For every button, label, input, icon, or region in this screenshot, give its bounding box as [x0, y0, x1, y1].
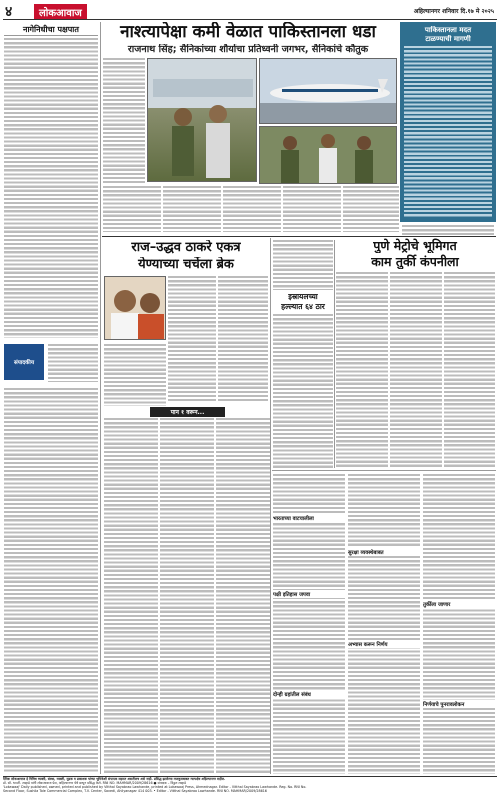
story4-headline-1: पुणे मेट्रोचे भूमिगत — [373, 238, 457, 253]
sidebar-subtitle: टाळण्याची मागणी — [425, 35, 471, 43]
footer-line-3: 'Lokawaaj' Daily published, owned, printed and published by Vitthal Sayabrao Lawhande, printed at Lokawaaj Press, Ahmednagar. Editor - Vitthal Sayabrao Lawhande. Reg. No. RNI No. — [3, 785, 307, 790]
page-number: ४ — [5, 4, 13, 20]
story4-headline-2: काम तुर्की कंपनीला — [371, 254, 459, 269]
story2-headline-2: येण्याच्या चर्चेला ब्रेक — [138, 257, 234, 272]
left-column-text-2 — [4, 388, 98, 773]
subhead-6: तुर्कीला जाणार — [423, 600, 495, 608]
story3-title-2: हल्ल्यात ६४ ठार — [281, 302, 325, 311]
left-column-text — [4, 38, 98, 338]
subhead-5: दोन्ही ग्रहांतील संबंध — [273, 690, 345, 698]
thackeray-photo — [104, 276, 166, 340]
sidebar-title: पाकिस्तानला मदत — [424, 26, 472, 34]
story2-headline-1: राज–उद्धव ठाकरे एकत्र — [131, 240, 241, 255]
aircraft-photo — [259, 58, 397, 124]
subhead-2: पक्षी इतिहास जपवा — [273, 590, 345, 598]
officers-photo — [259, 126, 397, 184]
paper-name-logo: लोकआवाज — [34, 4, 87, 20]
subhead-4: अभ्यास करून निर्णय — [348, 640, 420, 648]
main-subheadline: राजनाथ सिंह; सैनिकांच्या शौर्याचा प्रतिध्वनी जगभर, सैनिकांचे कौतुक — [127, 44, 369, 55]
continued-label: पान १ वरून... — [150, 407, 225, 417]
editorial-box — [4, 342, 98, 384]
masthead — [0, 0, 500, 20]
subhead-7: निर्णयाचे पुनरावलोकन — [423, 700, 495, 708]
footer-line-4: Second Floor, Sushila Tole Commercial Complex, T.V. Center, Savedi, Ahilyanagar 414 003. • Editor - Vitthal Sayabrao Lawhande. RNI NO. MAHMAR/2009/28616 — [3, 789, 267, 794]
left-column-title: नागेनिधीचा पक्षपात — [23, 25, 79, 34]
main-headline: नाश्त्यापेक्षा कमी वेळात पाकिस्तानला धडा — [120, 22, 376, 42]
sidebar-story — [400, 22, 496, 222]
soldiers-photo — [147, 58, 257, 182]
footer — [3, 777, 497, 794]
editorial-label: संपादकीय — [4, 344, 44, 380]
date-line: अहिल्यानगर शनिवार दि.१७ मे २०२५ — [413, 8, 494, 15]
subhead-3: सुरक्षा व्यवस्थेबाबत — [348, 548, 420, 556]
footer-line-2: डॉ. सौ. भारती. लव्हाडे यांनी लोकआवाज प्रेस, अहिल्यानगर येथे छापून प्रसिद्ध केले. RNI NO. MAHMAR/2009/28616 ● संपादक – विठ्ठल लव्हाडे — [3, 781, 186, 786]
footer-line-1: दैनिक लोकआवाज हे विविध व्यक्ती, संस्था, व्यक्ती, मुद्रक व प्रकाशक यांच्या भूमिकेशी संपादक सहमत असतीलच असे नाही. प्रसिद्ध झालेल्या मजकूराबाबत न्यायक्षेत्र अहिल्यानगर राहील. — [3, 777, 226, 781]
story3-title-1: इस्रायलच्या — [288, 292, 318, 301]
subhead-1: भारताच्या वाटचालीला — [273, 514, 345, 522]
